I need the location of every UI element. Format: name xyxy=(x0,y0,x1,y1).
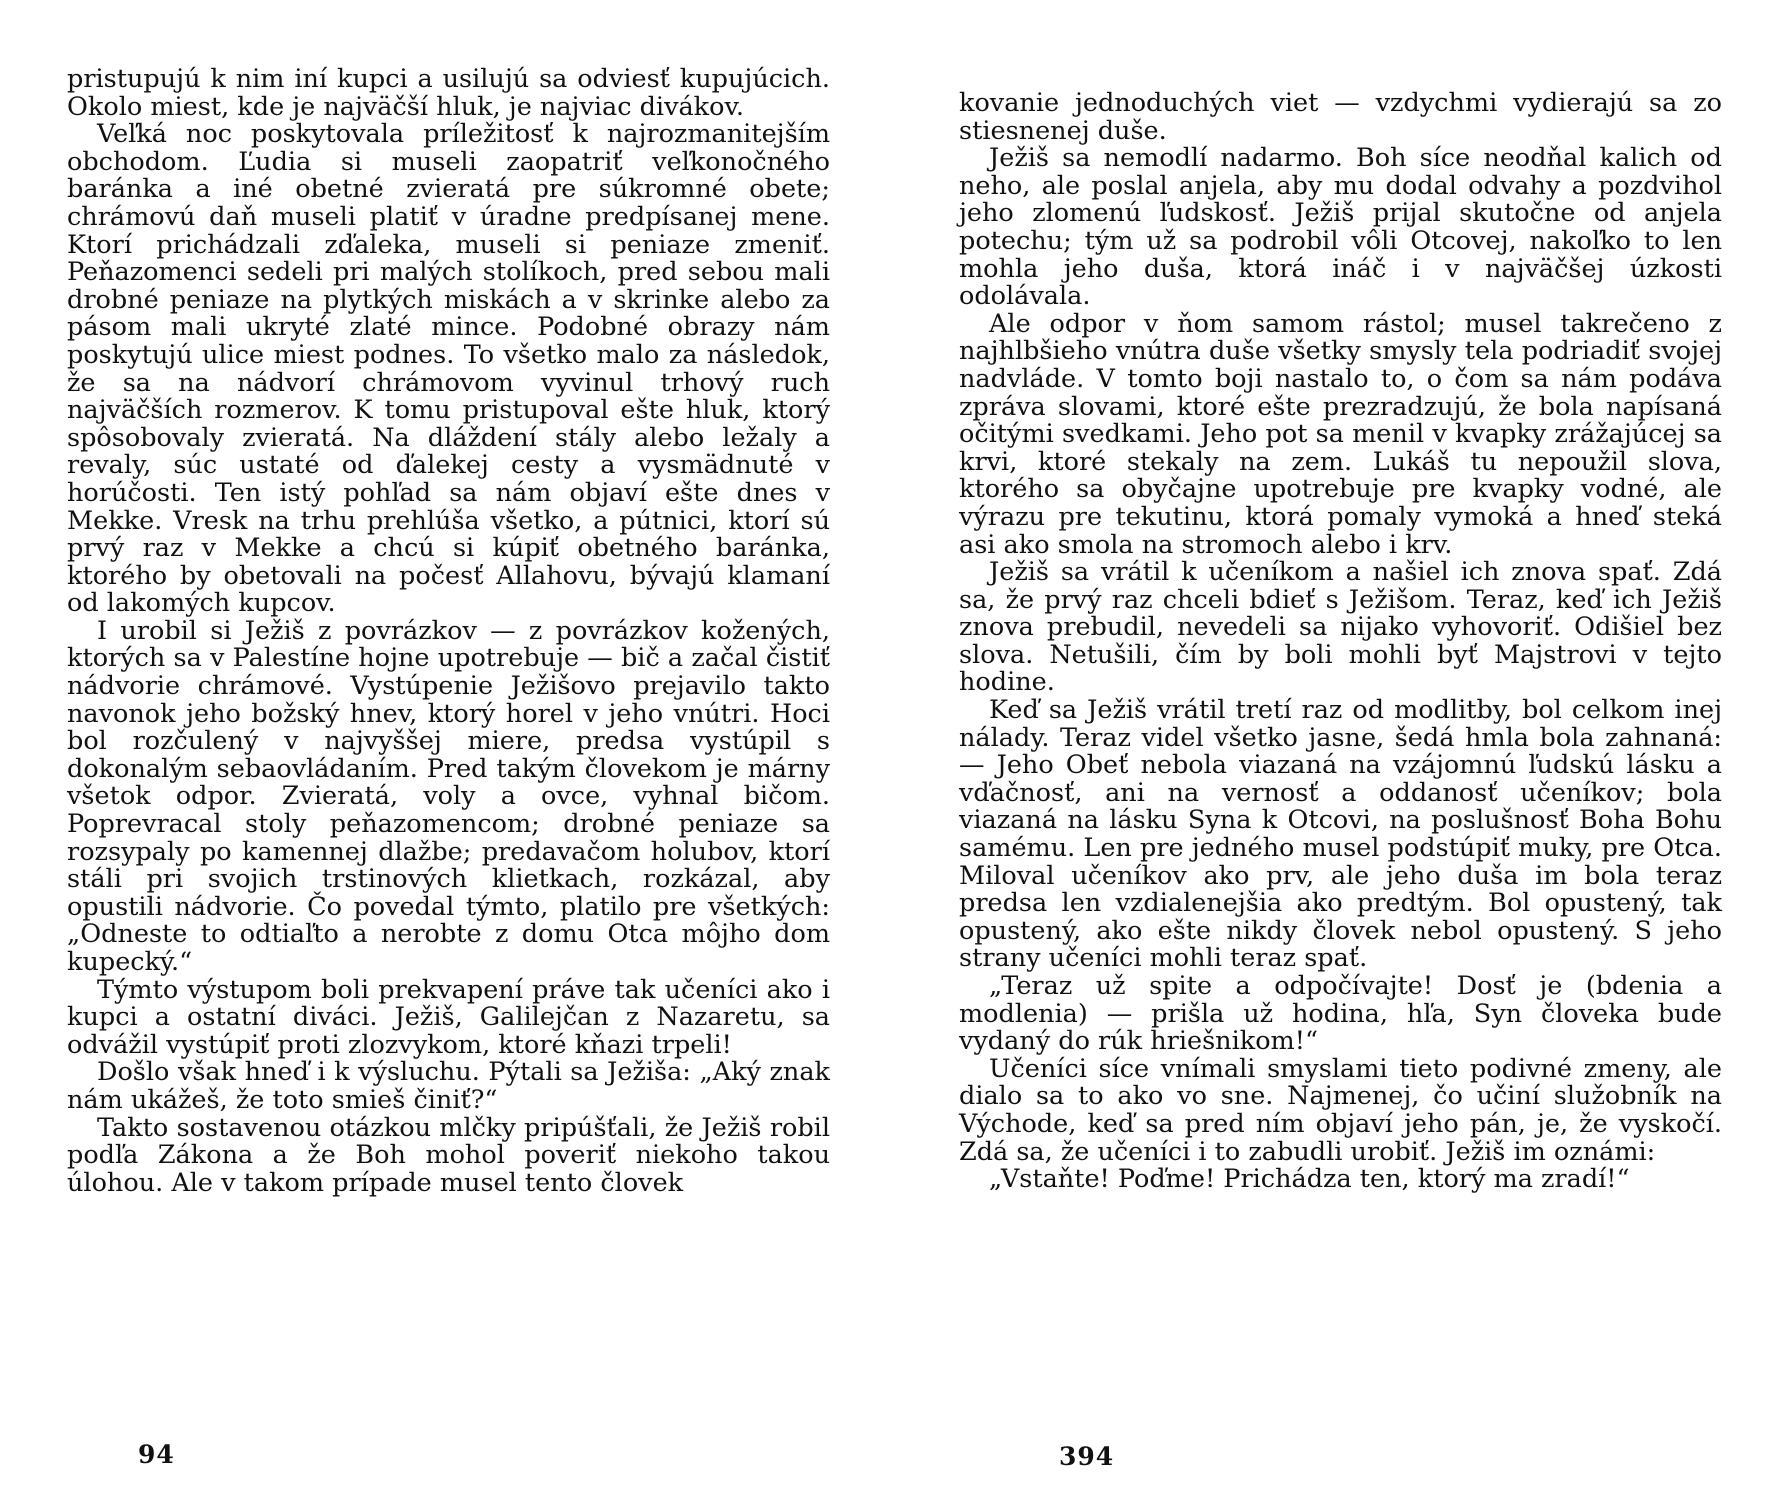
paragraph: I urobil si Ježiš z povrázkov — z povrázkov kožených, ktorých sa v Palestíne hojne upotrebuje — bič a začal čistiť nádvorie chrámové. Vystúpenie Ježišovo prejavilo takto navonok jeho božský hnev, ktorý horel v jeho vnútri. Hoci bol rozčulený v najvyššej miere, predsa vystúpil s dokonalým sebaovládaním. Pred takým človekom je márny všetok odpor. Zvieratá, voly a ovce, vyhnal bičom. Poprevracal stoly peňazomencom; drobné peniaze sa rozsypaly po kamennej dlažbe; predavačom holubov, ktorí stáli pri svojich trstinových klietkach, rozkázal, aby opustili nádvorie. Čo povedal týmto, platilo pre všetkých: „Odneste to odtiaľto a nerobte z domu Otca môjho dom kupecký.“ xyxy=(67,615,830,977)
paragraph: Ale odpor v ňom samom rástol; musel takrečeno z najhlbšieho vnútra duše všetky smysly tela podriadiť svojej nadvláde. V tomto boji nastalo to, o čom sa nám podáva zpráva slovami, ktoré ešte prezradzujú, že bola napísaná očitými svedkami. Jeho pot sa menil v kvapky zrážajúcej sa krvi, ktoré stekaly na zem. Lukáš tu nepoužil slova, ktorého sa obyčajne upotrebuje pre kvapky vodné, ale výrazu pre tekutinu, ktorá pomaly vymoká a hneď steká asi ako smola na stromoch alebo i krv. xyxy=(959,308,1722,560)
paragraph: Došlo však hneď i k výsluchu. Pýtali sa Ježiša: „Aký znak nám ukážeš, že toto smieš činiť?“ xyxy=(67,1057,830,1115)
paragraph: Veľká noc poskytovala príležitosť k najrozmanitejším obchodom. Ľudia si museli zaopatriť veľkonočného baránka a iné obetné zvieratá pre súkromné obete; chrámovú daň museli platiť v úradne predpísanej mene. Ktorí prichádzali zďaleka, museli si peniaze zmeniť. Peňazomenci sedeli pri malých stolíkoch, pred sebou mali drobné peniaze na plytkých miskách a v skrinke alebo za pásom mali ukryté zlaté mince. Podobné obrazy nám poskytujú ulice miest podnes. To všetko malo za následok, že sa na nádvorí chrámovom vyvinul trhový ruch najväčších rozmerov. K tomu pristupoval ešte hluk, ktorý spôsobovaly zvieratá. Na dláždení stály alebo ležaly a revaly, súc ustaté od ďalekej cesty a vysmädnuté v horúčosti. Ten istý pohľad sa nám objaví ešte dnes v Mekke. Vresk na trhu prehlúša všetko, a pútnici, ktorí sú prvý raz v Mekke a chcú si kúpiť obetného baránka, ktorého by obetovali na počesť Allahovu, bývajú klamaní od lakomých kupcov. xyxy=(67,119,830,619)
page-number: 94 xyxy=(138,1440,175,1469)
right-page-text xyxy=(959,90,1722,1194)
paragraph: „Vstaňte! Poďme! Prichádza ten, ktorý ma zradí!“ xyxy=(989,1164,1630,1195)
paragraph: Takto sostavenou otázkou mlčky pripúšťali, že Ježiš robil podľa Zákona a že Boh mohol poveriť niekoho takou úlohou. Ale v takom prípade musel tento človek xyxy=(67,1112,830,1198)
left-page-text xyxy=(67,66,830,1197)
paragraph: Ježiš sa nemodlí nadarmo. Boh síce neodňal kalich od neho, ale poslal anjela, aby mu dodal odvahy a pozdvihol jeho zlomenú ľudskosť. Ježiš prijal skutočne od anjela potechu; tým už sa podrobil vôli Otcovej, nakoľko to len mohla jeho duša, ktorá ináč i v najväčšej úzkosti odolávala. xyxy=(959,143,1722,312)
paragraph: kovanie jednoduchých viet — vzdychmi vydierajú sa zo stiesnenej duše. xyxy=(959,88,1722,146)
right-page xyxy=(892,0,1784,1500)
paragraph: Ježiš sa vrátil k učeníkom a našiel ich znova spať. Zdá sa, že prvý raz chceli bdieť s Ježišom. Teraz, keď ich Ježiš znova prebudil, nevedeli sa nijako vyhovoriť. Odišiel bez slova. Netušili, čím by boli mohli byť Majstrovi v tejto hodine. xyxy=(959,557,1722,698)
paragraph: pristupujú k nim iní kupci a usilujú sa odviesť kupujúcich. Okolo miest, kde je najväčší hluk, je najviac divákov. xyxy=(67,64,830,122)
paragraph: „Teraz už spite a odpočívajte! Dosť je (bdenia a modlenia) — prišla už hodina, hľa, Syn človeka bude vydaný do rúk hriešnikom!“ xyxy=(959,971,1722,1057)
paragraph: Týmto výstupom boli prekvapení práve tak učeníci ako i kupci a ostatní diváci. Ježiš, Galilejčan z Nazaretu, sa odvážil vystúpiť proti zlozvykom, ktoré kňazi trpeli! xyxy=(67,974,830,1060)
paragraph: Keď sa Ježiš vrátil tretí raz od modlitby, bol celkom inej nálady. Teraz videl všetko jasne, šedá hmla bola zahnaná: — Jeho Obeť nebola viazaná na vzájomnú ľudskú lásku a vďačnosť, ani na vernosť a oddanosť učeníkov; bola viazaná na lásku Syna k Otcovi, na poslušnosť Boha Bohu samému. Len pre jedného musel podstúpiť muky, pre Otca. Miloval učeníkov ako prv, ale jeho duša im bola teraz predsa len vzdialenejšia ako predtým. Bol opustený, tak opustený, ako ešte nikdy človek nebol opustený. S jeho strany učeníci mohli teraz spať. xyxy=(959,695,1722,974)
paragraph: Učeníci síce vnímali smyslami tieto podivné zmeny, ale dialo sa to ako vo sne. Najmenej, čo učiní služobník na Východe, keď sa pred ním objaví jeho pán, je, že vyskočí. Zdá sa, že učeníci i to zabudli urobiť. Ježiš im oznámi: xyxy=(959,1053,1722,1167)
page-number: 394 xyxy=(1059,1442,1115,1471)
